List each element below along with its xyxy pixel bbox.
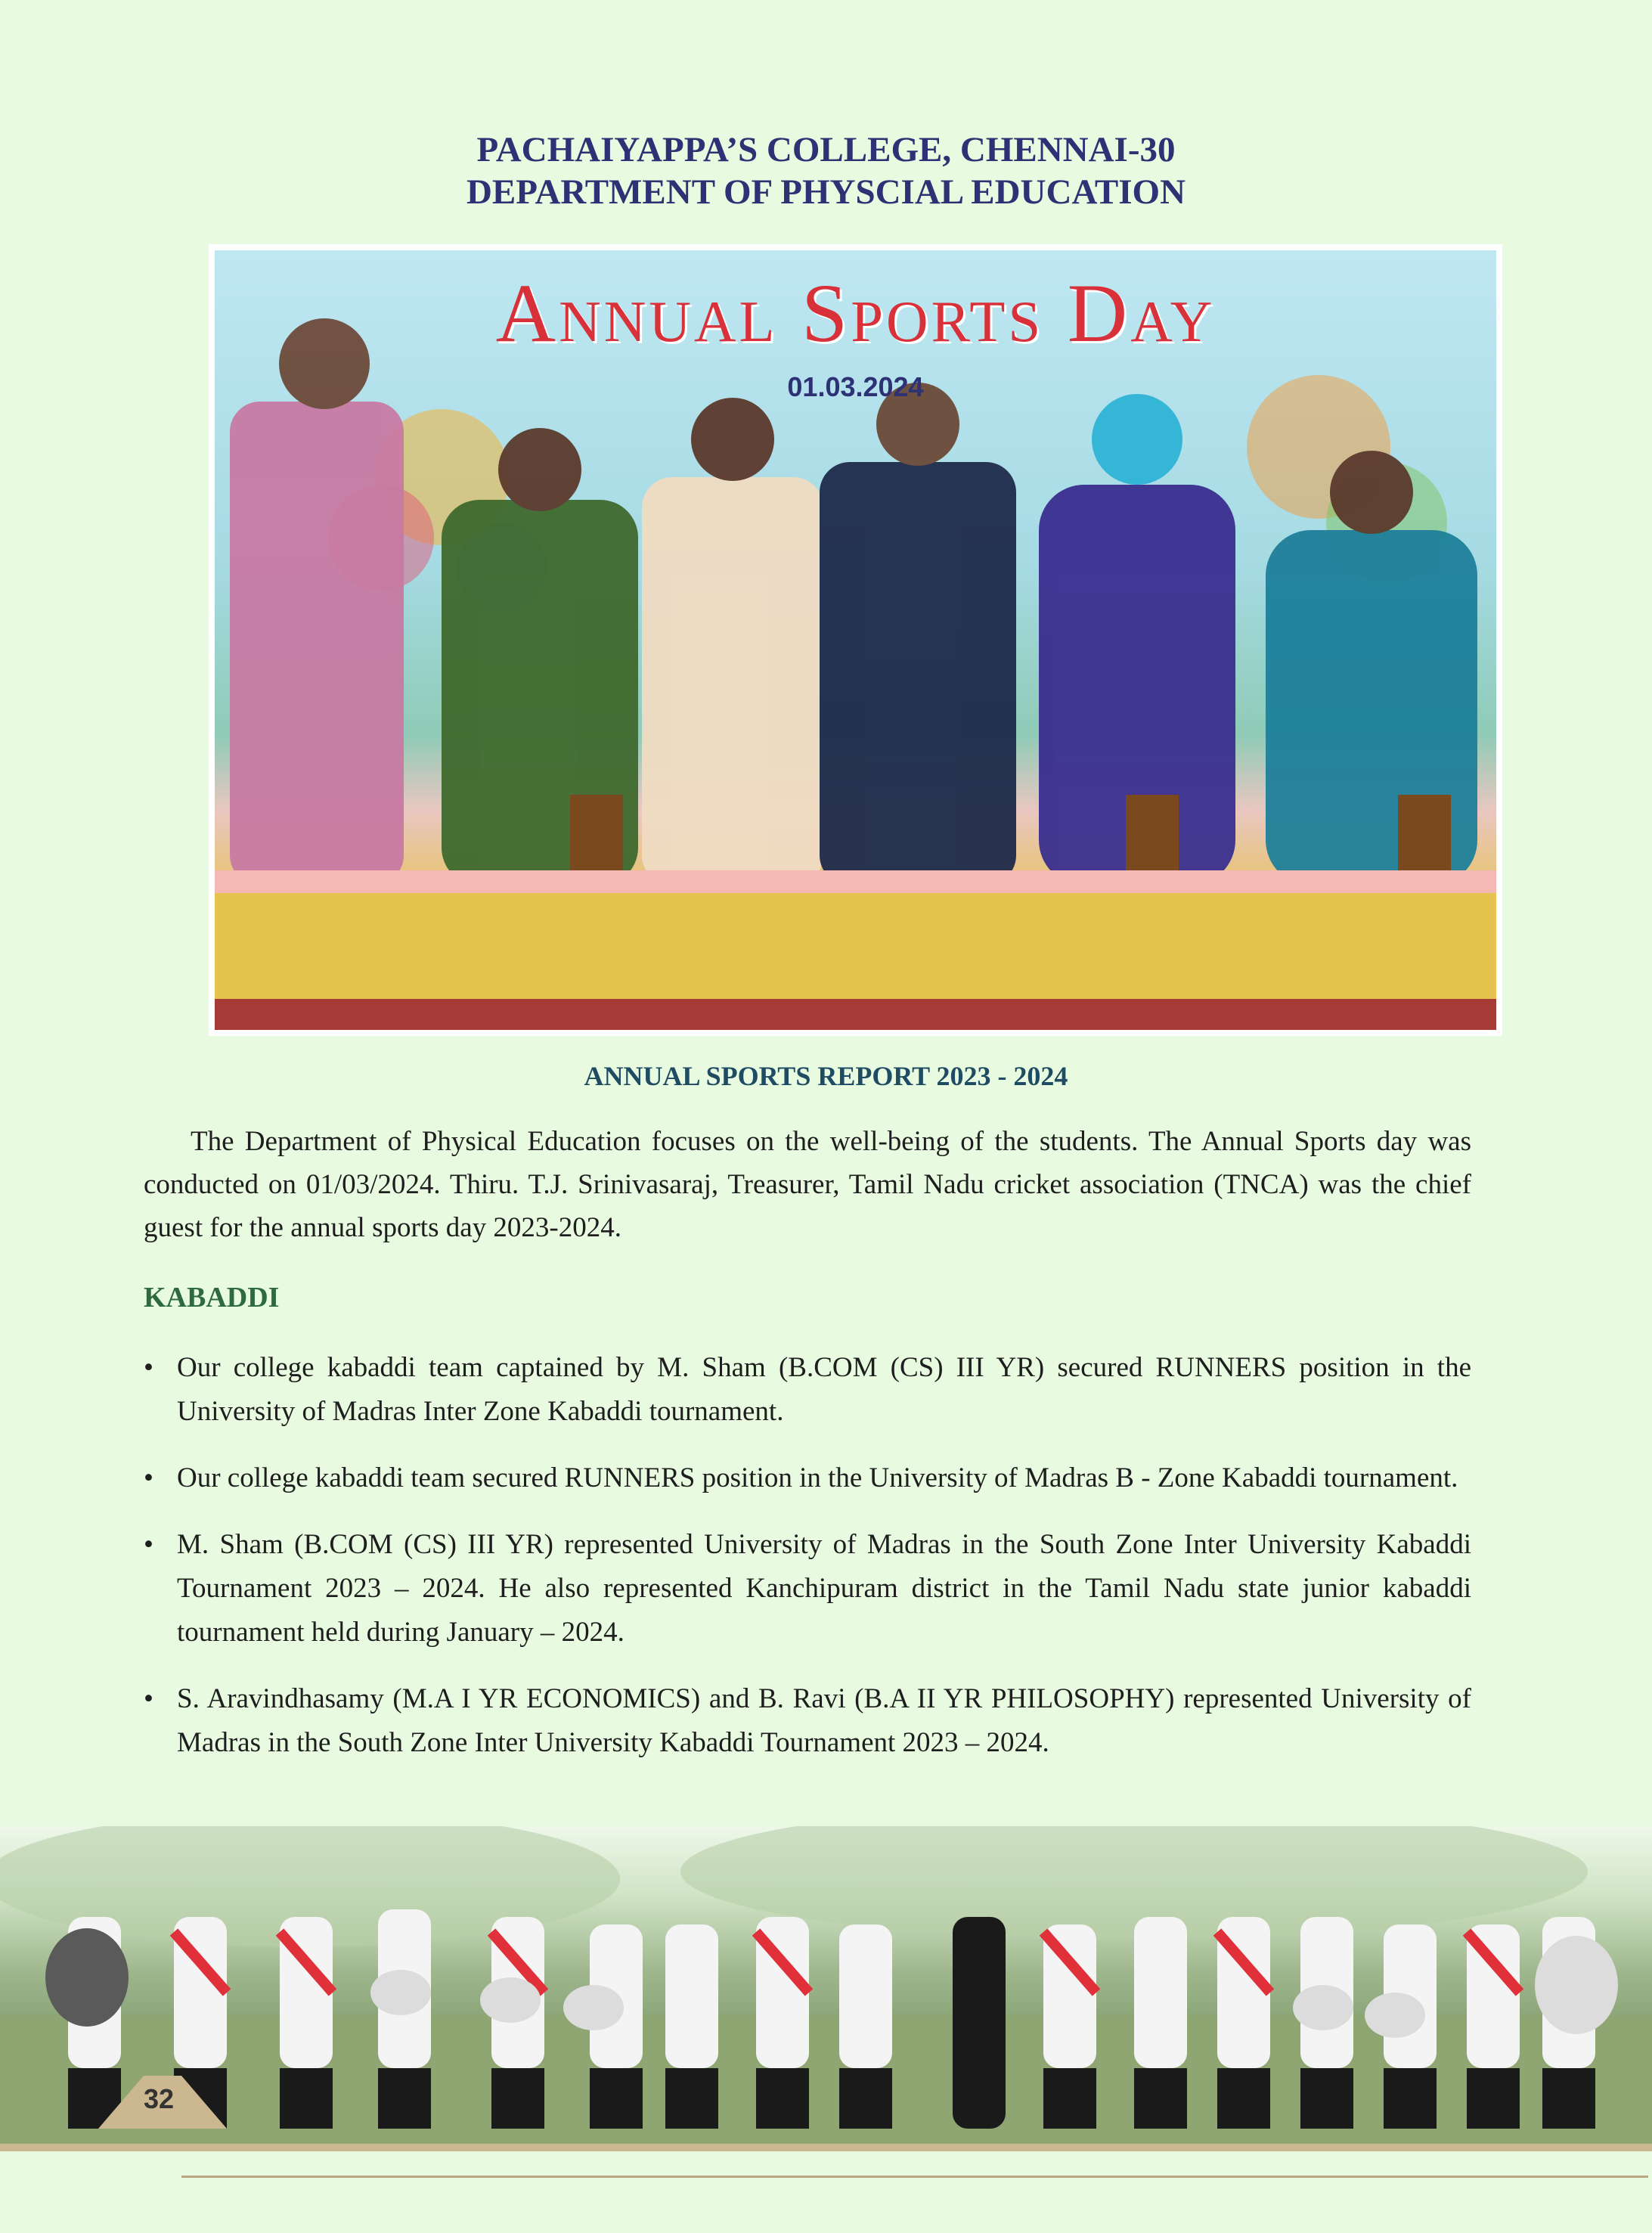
kabaddi-list [144, 1346, 1471, 1788]
banner-date: 01.03.2024 [787, 371, 924, 402]
footer-divider [181, 2176, 1648, 2178]
college-name: PACHAIYAPPA’S COLLEGE, CHENNAI-30 [476, 130, 1176, 169]
list-item-text: M. Sham (B.COM (CS) III YR) represented University of Madras in the South Zone Inter University Kabaddi Tournament 2023 – 2024. He also represented Kanchipuram district in the Tamil Nadu state junior kabaddi tournament held during January – 2024. [177, 1529, 1471, 1648]
report-intro-text: The Department of Physical Education focuses on the well-being of the students. The Annual Sports day was conducted on 01/03/2024. Thiru. T.J. Srinivasaraj, Treasurer, Tamil Nadu cricket association (TNCA) was the chief guest for the annual sports day 2023-2024. [144, 1126, 1471, 1243]
list-item [144, 1523, 1471, 1655]
report-intro [144, 1120, 1471, 1249]
bullet-icon: • [144, 1352, 153, 1383]
banner-title: Annual Sports Day [495, 267, 1216, 359]
list-item-text: S. Aravindhasamy (M.A I YR ECONOMICS) and B. Ravi (B.A II YR PHILOSOPHY) represented University of Madras in the South Zone Inter University Kabaddi Tournament 2023 – 2024. [177, 1683, 1471, 1758]
list-item-text: Our college kabaddi team captained by M. Sham (B.COM (CS) III YR) secured RUNNERS position in the University of Madras Inter Zone Kabaddi tournament. [177, 1352, 1471, 1427]
band-scene [0, 1826, 1652, 2151]
stage-scene [215, 250, 1496, 1030]
list-item [144, 1346, 1471, 1434]
band-parade-photo [0, 1826, 1652, 2151]
bullet-icon: • [144, 1462, 153, 1493]
bullet-icon: • [144, 1529, 153, 1560]
page-number: 32 [143, 2083, 175, 2114]
list-item [144, 1456, 1471, 1500]
page-header [0, 129, 1652, 213]
report-title: ANNUAL SPORTS REPORT 2023 - 2024 [584, 1061, 1068, 1091]
bullet-icon: • [144, 1683, 153, 1714]
kabaddi-heading: KABADDI [144, 1282, 280, 1313]
list-item-text: Our college kabaddi team secured RUNNERS position in the University of Madras B - Zone Kabaddi tournament. [177, 1462, 1458, 1493]
list-item [144, 1677, 1471, 1765]
department-name: DEPARTMENT OF PHYSCIAL EDUCATION [466, 172, 1186, 212]
sports-day-stage-photo [209, 244, 1502, 1036]
